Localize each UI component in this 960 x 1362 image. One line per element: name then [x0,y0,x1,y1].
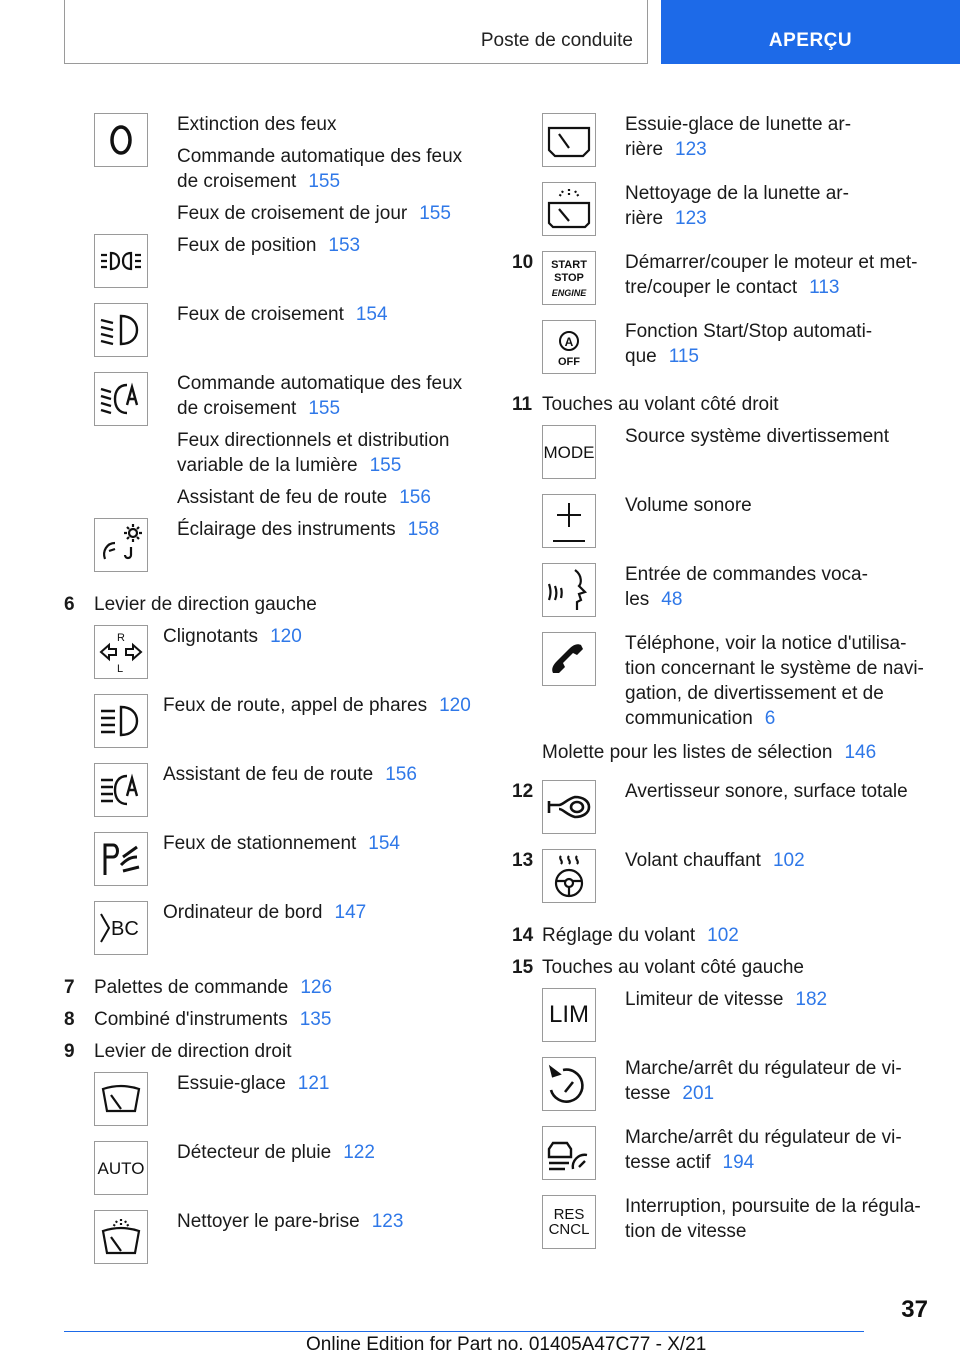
heated-wheel-icon [542,849,596,903]
page-link[interactable]: 182 [795,989,828,1010]
header-section [64,0,648,64]
list-item [94,302,484,371]
list-item [542,1056,932,1125]
auto-headlight-icon [94,372,148,426]
list-item [94,693,484,762]
page-link[interactable]: 121 [297,1073,330,1094]
svg-text:L: L [117,663,124,675]
item-7 [64,975,484,1000]
header-section-title: Poste de conduite [480,30,633,51]
item-12 [512,779,932,848]
item-number: 14 [512,925,534,946]
item-number: 8 [64,1009,75,1030]
item-text: Volume sonore [625,495,752,516]
item-text: Interruption, poursuite de la régula- tion de vitesse [625,1196,921,1242]
item-text: Combiné d'instruments [94,1009,288,1030]
speed-limiter-icon [542,988,596,1042]
item-text: Assistant de feu de route [163,764,374,785]
list-item [542,493,932,562]
item-text: Entrée de commandes voca- les [625,564,868,610]
onboard-computer-icon [94,901,148,955]
item-text: Clignotants [163,626,259,647]
item-number: 12 [512,781,534,802]
item-6 [64,592,484,617]
page-link[interactable]: 115 [668,346,699,367]
page-link[interactable]: 146 [844,742,877,763]
item-title: Levier de direction gauche [94,594,317,615]
cruise-control-icon [542,1057,596,1111]
item-text: Fonction Start/Stop automati- que [625,321,873,367]
item-text: Ordinateur de bord [163,902,323,923]
item-9 [64,1039,484,1064]
list-item [94,371,484,517]
list-item [94,1140,484,1209]
item-14 [512,923,932,948]
item-8 [64,1007,484,1032]
list-item [94,624,484,693]
item-text: Démarrer/couper le moteur et met- tre/couper le contact [625,252,918,298]
list-item [542,562,932,631]
horn-icon [542,780,596,834]
item-title: Levier de direction droit [94,1041,292,1062]
page-link[interactable]: 154 [368,833,400,854]
list-item [542,987,932,1056]
page-link[interactable]: 156 [385,764,417,785]
page-link[interactable]: 120 [439,695,471,716]
item-number: 15 [512,957,534,978]
item-title: Touches au volant côté droit [542,394,779,415]
page-link[interactable]: 156 [399,487,431,508]
item-text: Détecteur de pluie [177,1142,332,1163]
item-text: Essuie-glace [177,1073,286,1094]
list-item [542,631,932,738]
list-item [542,112,932,181]
tab-apercu[interactable]: APERÇU [661,0,960,64]
item-number: 7 [64,977,75,998]
page-link[interactable]: 48 [661,589,683,610]
auto-start-stop-off-icon [542,320,596,374]
item-text: Téléphone, voir la notice d'utilisa- tion concernant le système de navi- gation, de divertissement et de communication [625,633,924,729]
page-link[interactable]: 126 [300,977,333,998]
item-text: Marche/arrêt du régulateur de vi- tesse [625,1058,902,1104]
wheel-item [542,740,932,765]
svg-text:A: A [564,335,574,349]
voice-command-icon [542,563,596,617]
item-text: Feux de route, appel de phares [163,695,428,716]
item-text: Feux de croisement de jour [177,203,408,224]
page-link[interactable]: 155 [308,398,341,419]
item-text: Feux de position [177,235,317,256]
item-15 [512,955,932,980]
icon-label: RES [553,1206,585,1223]
item-text: Limiteur de vitesse [625,989,784,1010]
page-number: 37 [901,1296,928,1323]
item-11 [512,392,932,417]
high-beam-icon [94,694,148,748]
list-item [94,1209,484,1278]
icon-label: LIM [548,1001,589,1028]
list-item [512,250,932,319]
page-link[interactable]: 123 [675,208,707,229]
list-item [94,762,484,831]
page-link[interactable]: 102 [707,925,739,946]
item-text: Palettes de commande [94,977,289,998]
item-number: 9 [64,1041,75,1062]
volume-icon [542,494,596,548]
svg-text:BC: BC [111,918,139,940]
wiper-icon [94,1072,148,1126]
list-item [94,1071,484,1140]
footer-divider [64,1331,864,1332]
page-link[interactable]: 102 [772,850,805,871]
page-link[interactable]: 158 [407,519,440,540]
instrument-lighting-icon [94,518,148,572]
list-item [94,900,484,969]
page-link[interactable]: 123 [371,1211,404,1232]
item-text: Essuie-glace de lunette ar- rière [625,114,852,160]
page-link[interactable]: 155 [369,455,402,476]
parking-light-icon [94,832,148,886]
item-text: Molette pour les listes de sélection [542,742,833,763]
item-number: 13 [512,850,534,871]
parking-lights-icon [94,234,148,288]
item-text: Commande automatique des feux de croisement [177,373,463,419]
active-cruise-icon [542,1126,596,1180]
list-item [542,181,932,250]
page-link[interactable]: 155 [308,171,341,192]
item-text: Éclairage des instruments [177,519,396,540]
footer-edition-text: Online Edition for Part no. 01405A47C77 - X/21 [306,1334,707,1355]
turn-signal-icon [94,625,148,679]
left-column [64,112,484,1278]
item-number: 11 [512,394,533,415]
item-text: Commande automatique des feux de croisement [177,146,463,192]
svg-text:START: START [551,259,587,271]
mode-icon [542,425,596,479]
rear-wiper-icon [542,113,596,167]
list-item [94,517,484,586]
item-text: Extinction des feux [177,114,337,135]
page-link[interactable]: 147 [334,902,367,923]
item-title: Touches au volant côté gauche [542,957,804,978]
page-link[interactable]: 122 [343,1142,375,1163]
item-13 [512,848,932,917]
svg-text:ENGINE: ENGINE [551,288,587,298]
item-number: 10 [512,252,534,273]
page-link[interactable]: 123 [675,139,707,160]
page-link[interactable]: 155 [419,203,451,224]
list-item [542,1194,932,1263]
page-link[interactable]: 6 [764,708,776,729]
phone-icon [542,632,596,686]
list-item [542,1125,932,1194]
svg-text:STOP: STOP [554,272,584,284]
item-text: Volant chauffant [625,850,761,871]
page-link[interactable]: 194 [722,1152,755,1173]
light-off-icon [94,113,148,167]
rain-sensor-icon [94,1141,148,1195]
page-link[interactable]: 135 [299,1009,332,1030]
icon-label: CNCL [548,1221,590,1238]
page-link[interactable]: 153 [328,235,361,256]
low-beam-icon [94,303,148,357]
right-column [512,112,932,1263]
item-text: Feux de stationnement [163,833,357,854]
rear-washer-icon [542,182,596,236]
item-number: 6 [64,594,75,615]
icon-label: MODE [543,442,595,462]
list-item [542,424,932,493]
page-link[interactable]: 201 [682,1083,715,1104]
item-text: Avertisseur sonore, surface totale [625,781,908,802]
page-link[interactable]: 113 [809,277,840,298]
item-text: Nettoyer le pare-brise [177,1211,360,1232]
svg-text:OFF: OFF [558,356,580,368]
start-stop-icon [542,251,596,305]
item-text: Assistant de feu de route [177,487,388,508]
high-beam-assist-icon [94,763,148,817]
list-item [94,233,484,302]
icon-label: AUTO [97,1158,145,1178]
item-text: Feux directionnels et distribution variable de la lumière [177,430,450,476]
page-link[interactable]: 120 [270,626,302,647]
svg-text:R: R [117,632,125,644]
list-item [94,112,484,233]
item-text: Marche/arrêt du régulateur de vi- tesse actif [625,1127,902,1173]
washer-icon [94,1210,148,1264]
item-text: Source système divertissement [625,426,889,447]
res-cncl-icon [542,1195,596,1249]
page-link[interactable]: 154 [355,304,388,325]
list-item [94,831,484,900]
list-item [542,319,932,388]
footer-edition [306,1334,706,1356]
item-text: Nettoyage de la lunette ar- rière [625,183,849,229]
item-text: Réglage du volant [542,925,696,946]
item-text: Feux de croisement [177,304,344,325]
